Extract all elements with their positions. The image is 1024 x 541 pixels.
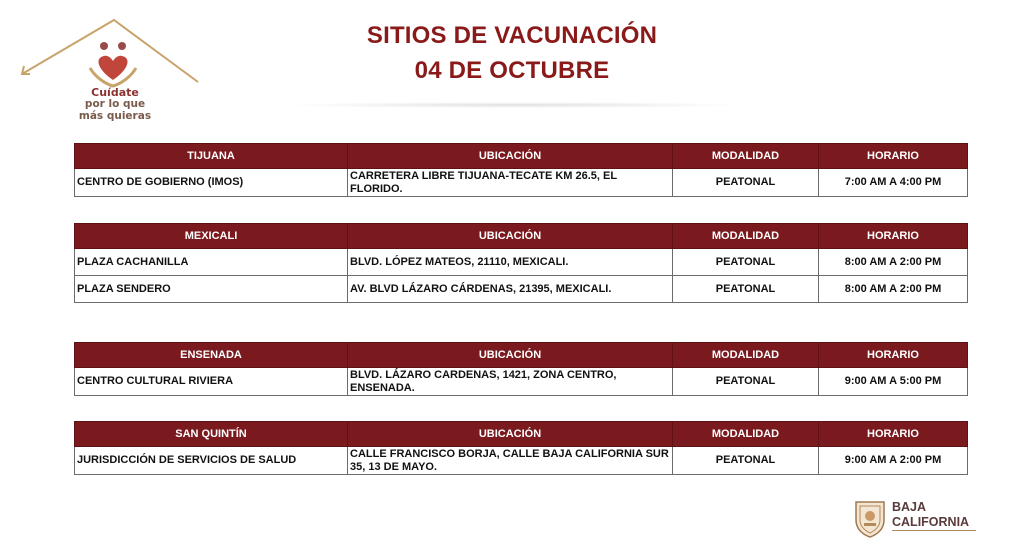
site-name: PLAZA SENDERO bbox=[75, 276, 348, 303]
site-address: BLVD. LÁZARO CARDENAS, 1421, ZONA CENTRO, ENSENADA. bbox=[348, 368, 673, 396]
header-schedule: HORARIO bbox=[819, 343, 968, 368]
site-modality: PEATONAL bbox=[673, 249, 819, 276]
site-name: CENTRO CULTURAL RIVIERA bbox=[75, 368, 348, 396]
header-schedule: HORARIO bbox=[819, 422, 968, 447]
site-schedule: 8:00 AM A 2:00 PM bbox=[819, 249, 968, 276]
header-city: ENSENADA bbox=[75, 343, 348, 368]
header-city: SAN QUINTÍN bbox=[75, 422, 348, 447]
mexicali-table bbox=[74, 223, 967, 303]
header-location: UBICACIÓN bbox=[348, 224, 673, 249]
logo-line-3: más quieras bbox=[78, 110, 152, 122]
ensenada-table bbox=[74, 342, 967, 396]
site-modality: PEATONAL bbox=[673, 276, 819, 303]
site-modality: PEATONAL bbox=[673, 368, 819, 396]
table-row bbox=[75, 368, 968, 396]
site-address: CARRETERA LIBRE TIJUANA-TECATE KM 26.5, EL FLORIDO. bbox=[348, 169, 673, 197]
tijuana-table bbox=[74, 143, 967, 197]
logo-line-1: Cuídate bbox=[91, 86, 139, 99]
header-modality: MODALIDAD bbox=[673, 343, 819, 368]
page-title: SITIOS DE VACUNACIÓN bbox=[366, 22, 658, 49]
site-modality: PEATONAL bbox=[673, 447, 819, 475]
header-city: MEXICALI bbox=[75, 224, 348, 249]
site-address: AV. BLVD LÁZARO CÁRDENAS, 21395, MEXICALI. bbox=[348, 276, 673, 303]
site-modality: PEATONAL bbox=[673, 169, 819, 197]
brand-line-2: CALIFORNIA bbox=[892, 515, 970, 529]
header-location: UBICACIÓN bbox=[348, 144, 673, 169]
site-name: CENTRO DE GOBIERNO (IMOS) bbox=[75, 169, 348, 197]
header-location: UBICACIÓN bbox=[348, 422, 673, 447]
table-row bbox=[75, 276, 968, 303]
logo-line-2: por lo que bbox=[84, 98, 146, 110]
site-schedule: 8:00 AM A 2:00 PM bbox=[819, 276, 968, 303]
header-modality: MODALIDAD bbox=[673, 224, 819, 249]
brand-line-1: BAJA bbox=[892, 500, 927, 514]
table-row bbox=[75, 249, 968, 276]
header-schedule: HORARIO bbox=[819, 224, 968, 249]
header-location: UBICACIÓN bbox=[348, 343, 673, 368]
header-modality: MODALIDAD bbox=[673, 144, 819, 169]
site-address: BLVD. LÓPEZ MATEOS, 21110, MEXICALI. bbox=[348, 249, 673, 276]
baja-california-crest-icon bbox=[852, 498, 888, 538]
table-row bbox=[75, 447, 968, 475]
header-schedule: HORARIO bbox=[819, 144, 968, 169]
site-schedule: 7:00 AM A 4:00 PM bbox=[819, 169, 968, 197]
title-divider-shadow bbox=[280, 102, 750, 108]
site-schedule: 9:00 AM A 2:00 PM bbox=[819, 447, 968, 475]
table-row bbox=[75, 169, 968, 197]
page-subtitle-date: 04 DE OCTUBRE bbox=[414, 57, 610, 84]
header-modality: MODALIDAD bbox=[673, 422, 819, 447]
site-name: PLAZA CACHANILLA bbox=[75, 249, 348, 276]
san-quintin-table bbox=[74, 421, 967, 475]
site-name: JURISDICCIÓN DE SERVICIOS DE SALUD bbox=[75, 447, 348, 475]
brand-underline bbox=[892, 530, 976, 531]
header-city: TIJUANA bbox=[75, 144, 348, 169]
site-schedule: 9:00 AM A 5:00 PM bbox=[819, 368, 968, 396]
site-address: CALLE FRANCISCO BORJA, CALLE BAJA CALIFORNIA SUR 35, 13 DE MAYO. bbox=[348, 447, 673, 475]
